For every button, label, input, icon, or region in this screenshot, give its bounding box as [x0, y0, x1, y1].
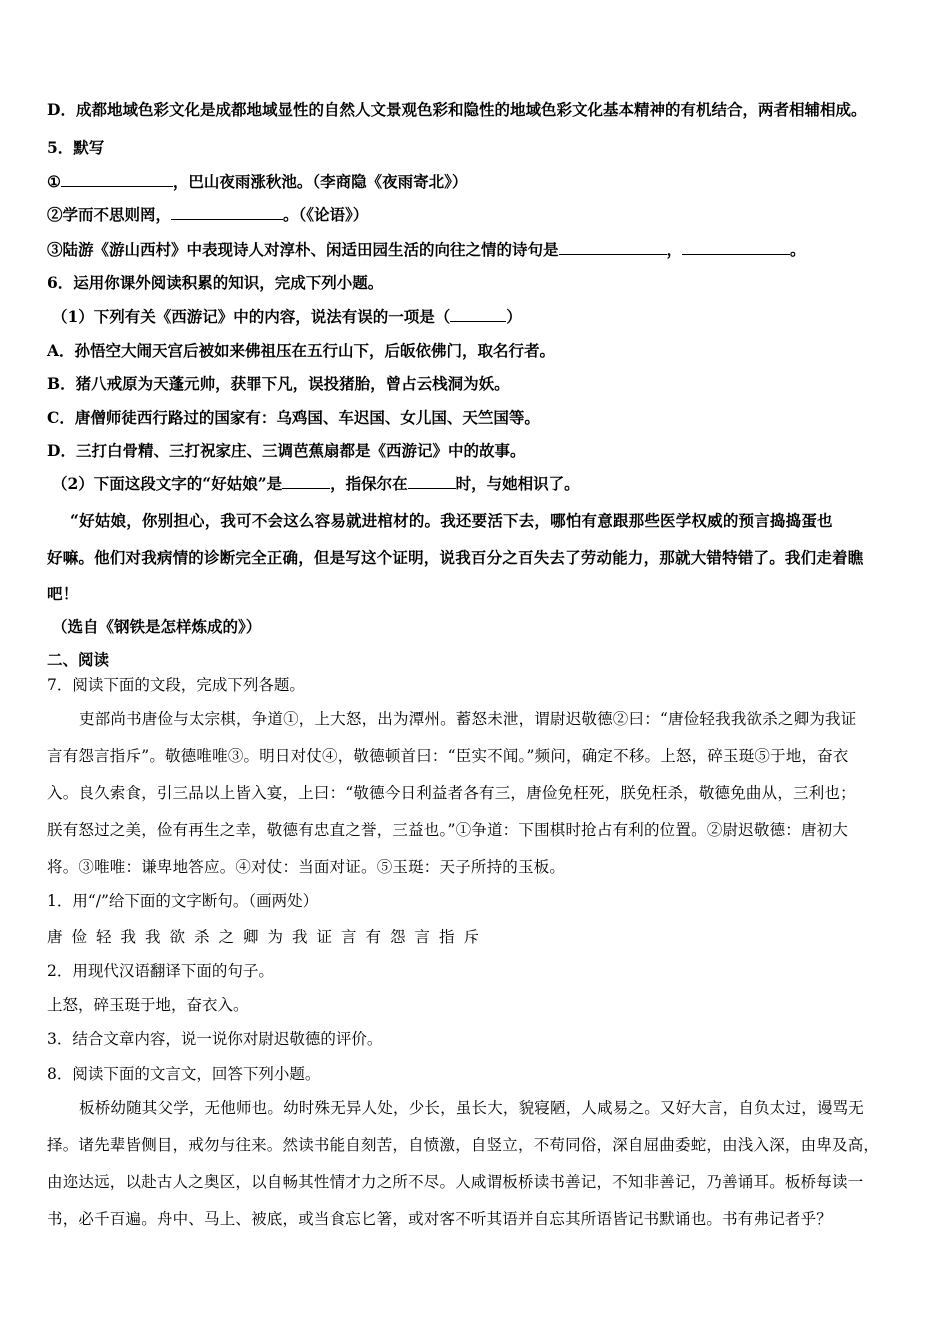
answer-blank[interactable] [282, 474, 330, 489]
answer-blank[interactable] [61, 172, 173, 187]
q6-option-d: D．三打白骨精、三打祝家庄、三调芭蕉扇都是《西游记》中的故事。 [47, 441, 526, 460]
q6-quote-line: 吧！ [47, 584, 79, 603]
q8-passage-line: 书，必千百遍。舟中、马上、被底，或当食忘匕箸，或对客不听其语并自忘其所语皆记书默诵也。书有弗记者乎？ [47, 1210, 833, 1228]
q7-title: 7．阅读下面的文段，完成下列各题。 [47, 676, 305, 694]
q5-title: 5．默写 [47, 138, 105, 157]
q6-source: （选自《钢铁是怎样炼成的》） [52, 617, 262, 636]
answer-blank[interactable] [171, 205, 283, 220]
q8-passage-line: 择。诸先辈皆侧目，戒勿与往来。然读书能自刻苦，自愤激，自竖立，不苟同俗，深自屈曲委蛇，由浅入深，由卑及高， [47, 1136, 880, 1154]
answer-blank[interactable] [408, 474, 456, 489]
q7-sub1-text: 唐俭轻我我欲杀之卿为我证言有怨言指斥 [47, 928, 489, 946]
q8-passage-line: 板桥幼随其父学，无他师也。幼时殊无异人处，少长，虽长大，貌寝陋，人咸易之。又好大言，自负太过，谩骂无 [79, 1099, 865, 1117]
answer-blank[interactable] [682, 240, 790, 255]
q6-sub1: （1）下列有关《西游记》中的内容，说法有误的一项是（ ） [52, 307, 522, 326]
q7-sub3: 3．结合文章内容，说一说你对尉迟敬德的评价。 [47, 1030, 383, 1048]
q7-sub2-text: 上怒，碎玉珽于地，奋衣入。 [47, 996, 249, 1014]
q5-line-1: ① ，巴山夜雨涨秋池。（李商隐《夜雨寄北》） [47, 172, 468, 191]
q7-sub2: 2．用现代汉语翻译下面的句子。 [47, 962, 274, 980]
q6-option-b: B．猪八戒原为天蓬元帅，获罪下凡，误投猪胎，曾占云栈洞为妖。 [47, 374, 510, 393]
q7-passage-line: 将。③唯唯：谦卑地答应。④对仗：当面对证。⑤玉珽：天子所持的玉板。 [47, 858, 566, 876]
q7-sub1: 1．用“/”给下面的文字断句。（画两处） [47, 892, 319, 910]
q7-passage-line: 吏部尚书唐俭与太宗棋，争道①，上大怒，出为潭州。蓄怒未泄，谓尉迟敬德②曰：“唐俭轻我我欲杀之卿为我证 [79, 710, 857, 728]
q6-sub2: （2）下面这段文字的“好姑娘”是 ，指保尔在 时，与她相识了。 [52, 474, 580, 493]
q7-passage-line: 朕有怒过之美，俭有再生之幸，敬德有忠直之誉，三益也。”①争道：下围棋时抢占有利的位置。②尉迟敬德：唐初大 [47, 821, 849, 839]
q6-option-a: A．孙悟空大闹天宫后被如来佛祖压在五行山下，后皈依佛门，取名行者。 [47, 341, 556, 360]
q6-quote-line: “好姑娘，你别担心，我可不会这么容易就进棺材的。我还要活下去，哪怕有意跟那些医学权威的预言捣捣蛋也 [70, 511, 833, 530]
answer-blank[interactable] [450, 307, 506, 322]
q5-line-2: ②学而不思则罔， 。（《论语》） [47, 205, 369, 224]
q7-passage-line: 言有怨言指斥”。敬德唯唯③。明日对仗④，敬德顿首曰：“臣实不闻。”频问，确定不移。上怒，碎玉珽⑤于地，奋衣 [47, 747, 849, 765]
q5-line-3: ③陆游《游山西村》中表现诗人对淳朴、闲适田园生活的向往之情的诗句是 ， 。 [47, 240, 806, 259]
q7-passage-line: 入。良久索食，引三品以上皆入宴，上曰：“敬德今日利益者各有三，唐俭免枉死，朕免枉杀，敬德免曲从，三利也； [47, 784, 856, 802]
q8-passage-line: 由迩达远，以赴古人之奥区，以自畅其性情才力之所不尽。人咸谓板桥读书善记，不知非善记，乃善诵耳。板桥每读一 [47, 1173, 864, 1191]
q6-title: 6．运用你课外阅读积累的知识，完成下列小题。 [47, 273, 384, 292]
section-2-heading: 二、阅读 [47, 650, 110, 669]
q8-title: 8．阅读下面的文言文，回答下列小题。 [47, 1065, 321, 1083]
answer-blank[interactable] [559, 240, 667, 255]
q4-option-d: D．成都地域色彩文化是成都地域显性的自然人文景观色彩和隐性的地域色彩文化基本精神的有机结合，两者相辅相成。 [47, 100, 867, 119]
q6-quote-line: 好嘛。他们对我病情的诊断完全正确，但是写这个证明，说我百分之百失去了劳动能力，那就大错特错了。我们走着瞧 [47, 548, 864, 567]
q6-option-c: C．唐僧师徒西行路过的国家有：乌鸡国、车迟国、女儿国、天竺国等。 [47, 408, 540, 427]
